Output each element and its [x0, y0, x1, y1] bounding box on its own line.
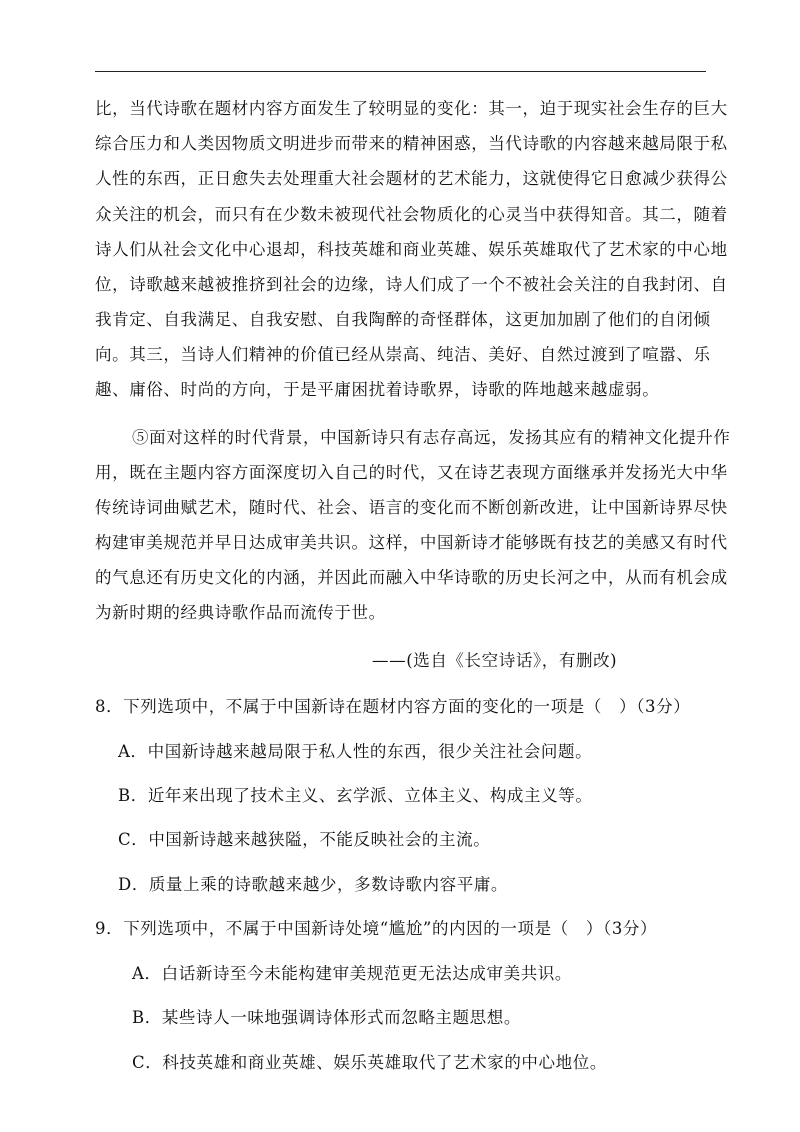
header-rule: [95, 71, 706, 72]
question-stem: 9．下列选项中，不属于中国新诗处境“尴尬”的内因的一项是（ ）（3分）: [95, 919, 658, 938]
passage-line: 比，当代诗歌在题材内容方面发生了较明显的变化：其一，迫于现实社会生存的巨大: [95, 99, 728, 118]
passage-source: ——(选自《长空诗话》，有删改): [372, 651, 618, 670]
passage-line: 人性的东西，正日愈失去处理重大社会题材的艺术能力，这就使得它日愈减少获得公: [95, 169, 728, 188]
question-stem: 8．下列选项中，不属于中国新诗在题材内容方面的变化的一项是（ ）（3分）: [95, 697, 691, 716]
passage-line: 趣、庸俗、时尚的方向，于是平庸困扰着诗歌界，诗歌的阵地越来越虚弱。: [95, 380, 660, 399]
passage-line: 为新时期的经典诗歌作品而流传于世。: [95, 603, 386, 622]
option-d: D．质量上乘的诗歌越来越少，多数诗歌内容平庸。: [118, 875, 509, 894]
passage-line: 向。其三，当诗人们精神的价值已经从崇高、纯洁、美好、自然过渡到了喧嚣、乐: [95, 345, 711, 364]
option-a: A．白话新诗至今未能构建审美规范更无法达成审美共识。: [132, 964, 573, 983]
passage-line: 众关注的机会，而只有在少数未被现代社会物质化的心灵当中获得知音。其二，随着: [95, 205, 728, 224]
option-a: A．中国新诗越来越局限于私人性的东西，很少关注社会问题。: [118, 742, 593, 761]
passage-line: 的气息还有历史文化的内涵，并因此而融入中华诗歌的历史长河之中，从而有机会成: [95, 568, 728, 587]
option-c: C．科技英雄和商业英雄、娱乐英雄取代了艺术家的中心地位。: [132, 1053, 607, 1072]
option-b: B．近年来出现了技术主义、玄学派、立体主义、构成主义等。: [118, 786, 593, 805]
passage-line: 诗人们从社会文化中心退却，科技英雄和商业英雄、娱乐英雄取代了艺术家的中心地: [95, 240, 728, 259]
passage-line: 综合压力和人类因物质文明进步而带来的精神困惑，当代诗歌的内容越来越局限于私: [95, 134, 728, 153]
passage-line: 用，既在主题内容方面深度切入自己的时代，又在诗艺表现方面继承并发扬光大中华: [95, 463, 728, 482]
passage-line: 我肯定、自我满足、自我安慰、自我陶醉的奇怪群体，这更加加剧了他们的自闭倾: [95, 310, 711, 329]
passage-line: 构建审美规范并早日达成审美共识。这样，中国新诗才能够既有技艺的美感又有时代: [95, 533, 728, 552]
passage-line: 位，诗歌越来越被推挤到社会的边缘，诗人们成了一个不被社会关注的自我封闭、自: [95, 275, 728, 294]
passage-line: ⑤面对这样的时代背景，中国新诗只有志存高远，发扬其应有的精神文化提升作: [132, 428, 731, 447]
passage-line: 传统诗词曲赋艺术，随时代、社会、语言的变化而不断创新改进，让中国新诗界尽快: [95, 498, 728, 517]
option-b: B．某些诗人一味地强调诗体形式而忽略主题思想。: [132, 1008, 521, 1027]
option-c: C．中国新诗越来越狭隘，不能反映社会的主流。: [118, 830, 491, 849]
